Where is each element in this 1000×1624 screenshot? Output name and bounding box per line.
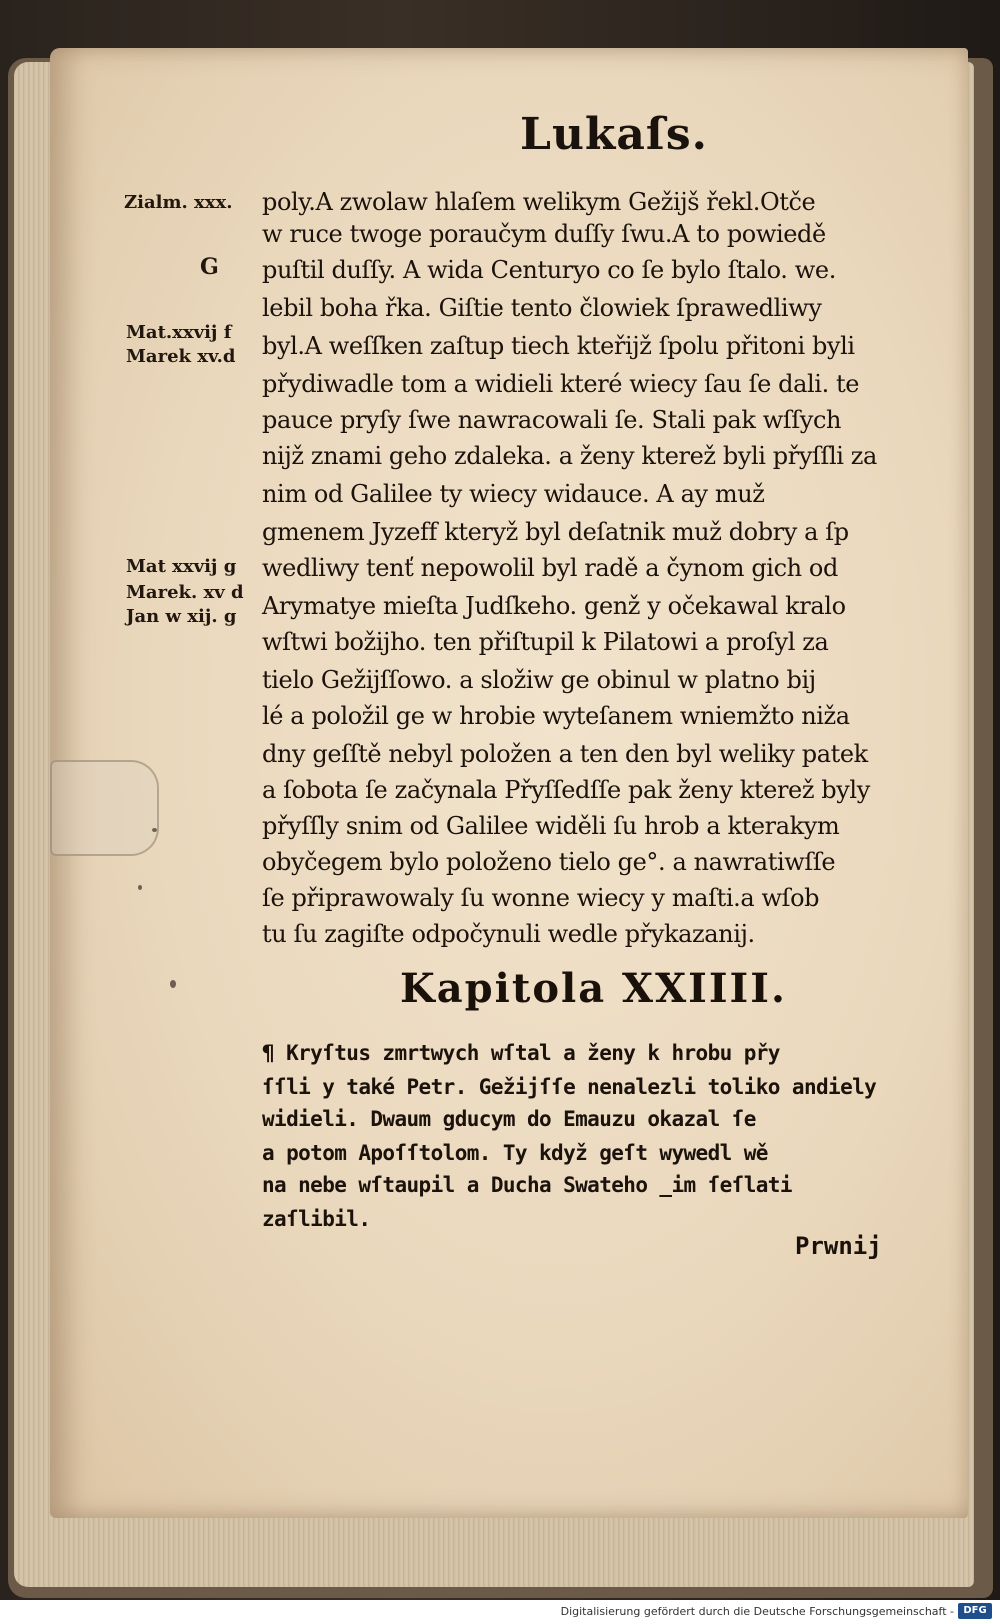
body-line: gmenem Jyzeff kteryž byl deſatnik muž dobry a ſp xyxy=(262,518,849,546)
paper-fleck xyxy=(138,885,142,890)
dfg-logo: DFG xyxy=(958,1603,992,1619)
catchword: Prwnij xyxy=(795,1232,882,1260)
body-line: přyſſly snim od Galilee widěli ſu hrob a kterakym xyxy=(262,812,840,840)
bookmark-tab xyxy=(50,760,159,856)
chapter-summary-line: ¶ Kryſtus zmrtwych wſtal a ženy k hrobu přy xyxy=(262,1041,780,1065)
body-line: Arymatye mieſta Judſkeho. genž y očekawal kralo xyxy=(262,592,846,620)
margin-note: Zialm. xxx. xyxy=(124,192,233,213)
margin-note: G xyxy=(200,254,219,280)
body-line: w ruce twoge poraučym duſſy ſwu.A to powiedě xyxy=(262,220,826,248)
paper-fleck xyxy=(170,980,176,988)
margin-note: Marek xv.d xyxy=(126,346,236,367)
body-line: pauce pryſy ſwe nawracowali ſe. Stali pak wſſych xyxy=(262,406,842,434)
running-head: Lukaſs. xyxy=(520,109,708,160)
body-line: přydiwadle tom a widieli které wiecy ſau ſe dali. te xyxy=(262,370,860,398)
body-line: puſtil duſſy. A wida Centuryo co ſe bylo ſtalo. we. xyxy=(262,256,836,284)
body-line: poly.A zwolaw hlaſem welikym Gežijš řekl.Otče xyxy=(262,188,816,216)
body-line: obyčegem bylo položeno tielo ge°. a nawratiwſſe xyxy=(262,848,836,876)
chapter-summary-line: na nebe wſtaupil a Ducha Swateho _im ſeſlati xyxy=(262,1173,792,1197)
chapter-summary-line: ſſli y také Petr. Gežijſſe nenalezli toliko andiely xyxy=(262,1075,877,1099)
funding-credit: Digitalisierung gefördert durch die Deutsche Forschungsgemeinschaft - xyxy=(560,1605,954,1618)
margin-note: Jan w xij. g xyxy=(126,606,237,627)
body-line: nim od Galilee ty wiecy widauce. A ay muž xyxy=(262,480,765,508)
body-line: dny geſſtě nebyl položen a ten den byl weliky patek xyxy=(262,740,868,768)
body-line: lé a položil ge w hrobie wyteſanem wniemžto niža xyxy=(262,702,850,730)
margin-note: Mat.xxvij f xyxy=(126,322,232,343)
body-line: a ſobota ſe začynala Přyſſedſſe pak ženy kterež byly xyxy=(262,776,870,804)
body-line: ſe připrawowaly ſu wonne wiecy y maſti.a wſob xyxy=(262,884,820,912)
margin-note: Mat xxvij g xyxy=(126,556,237,577)
paper-fleck xyxy=(152,828,157,832)
margin-note: Marek. xv d xyxy=(126,582,244,603)
chapter-heading: Kapitola XXIIII. xyxy=(400,965,787,1012)
body-line: tu ſu zagiſte odpočynuli wedle přykazanij. xyxy=(262,920,755,948)
chapter-summary-line: zaſlibil. xyxy=(262,1207,371,1231)
chapter-summary-line: widieli. Dwaum gducym do Emauzu okazal ſe xyxy=(262,1107,756,1131)
body-line: wedliwy tenť nepowolil byl radě a čynom gich od xyxy=(262,554,838,582)
body-line: tielo Gežijſſowo. a složiw ge obinul w platno bij xyxy=(262,666,816,694)
body-line: wſtwi božijho. ten přiſtupil k Pilatowi a proſyl za xyxy=(262,628,829,656)
chapter-summary-line: a potom Apoſſtolom. Ty když geſt wywedl wě xyxy=(262,1141,768,1165)
body-line: byl.A weſſken zaſtup tiech kteřijž ſpolu přitoni byli xyxy=(262,332,855,360)
body-line: nijž znami geho zdaleka. a ženy kterež byli přyſſli za xyxy=(262,442,877,470)
body-line: lebil boha řka. Giſtie tento člowiek ſprawedliwy xyxy=(262,294,822,322)
